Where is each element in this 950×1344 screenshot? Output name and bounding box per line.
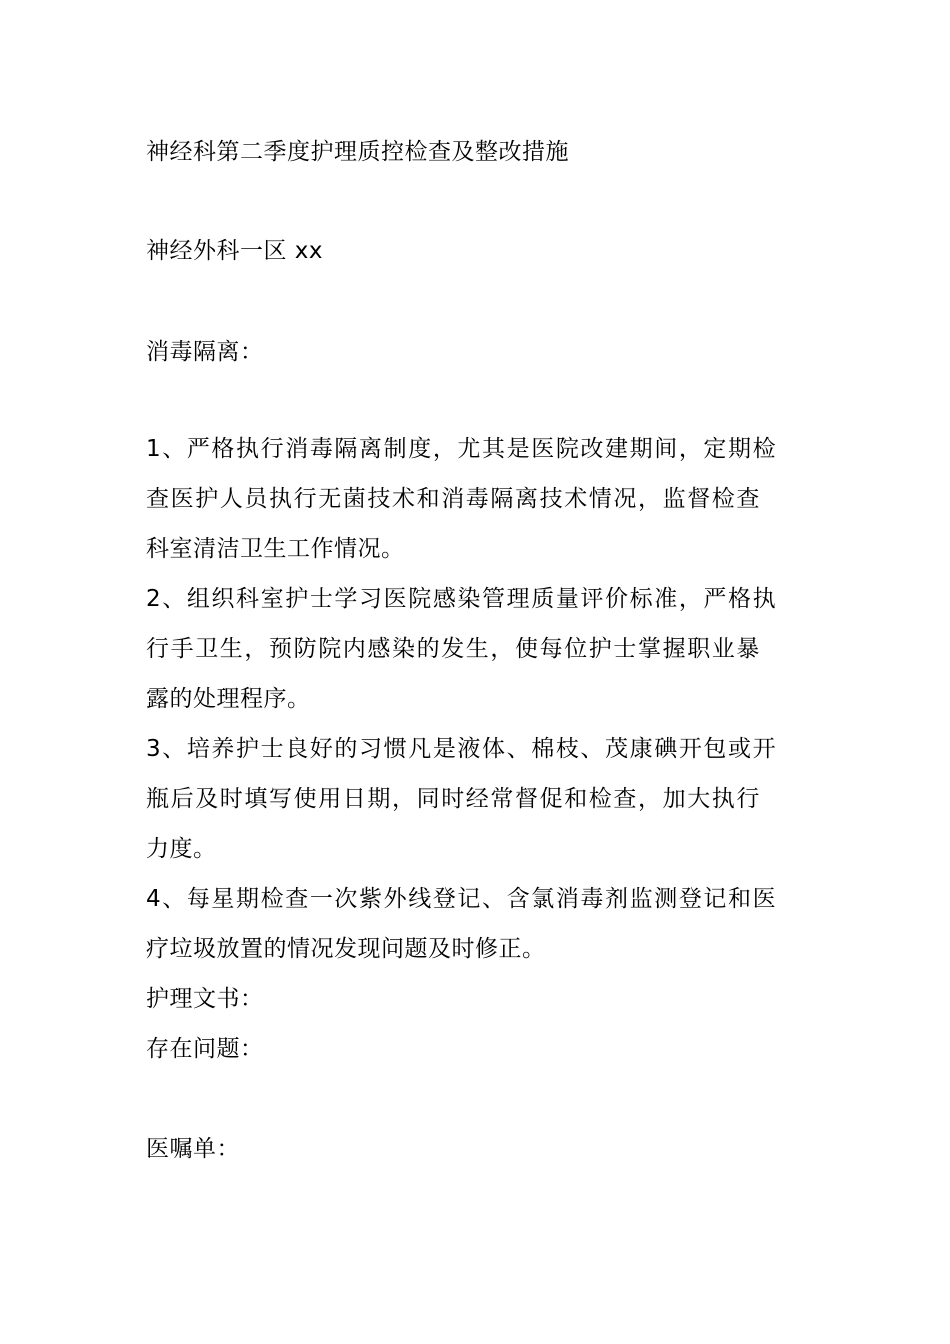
list-item-line: 1、严格执行消毒隔离制度，尤其是医院改建期间，定期检 bbox=[146, 436, 778, 462]
section-heading-orders: 医嘱单： bbox=[146, 1136, 240, 1162]
list-item-line: 行手卫生，预防院内感染的发生，使每位护士掌握职业暴 bbox=[146, 636, 761, 662]
list-item-line: 查医护人员执行无菌技术和消毒隔离技术情况，监督检查 bbox=[146, 486, 761, 512]
list-item-line: 4、每星期检查一次紫外线登记、含氯消毒剂监测登记和医 bbox=[146, 886, 778, 912]
list-item-line: 疗垃圾放置的情况发现问题及时修正。 bbox=[146, 936, 546, 962]
list-item-line: 力度。 bbox=[146, 836, 217, 862]
problems-label: 存在问题： bbox=[146, 1036, 264, 1062]
list-item-line: 3、培养护士良好的习惯凡是液体、棉枝、茂康碘开包或开 bbox=[146, 736, 778, 762]
list-item-line: 瓶后及时填写使用日期，同时经常督促和检查，加大执行 bbox=[146, 786, 761, 812]
document-title: 神经科第二季度护理质控检查及整改措施 bbox=[146, 139, 569, 165]
section-heading-nursing-docs: 护理文书： bbox=[146, 986, 264, 1012]
section-heading-disinfection: 消毒隔离： bbox=[146, 339, 264, 365]
department-line: 神经外科一区 xx bbox=[146, 238, 324, 264]
list-item-line: 科室清洁卫生工作情况。 bbox=[146, 536, 405, 562]
list-item-line: 2、组织科室护士学习医院感染管理质量评价标准，严格执 bbox=[146, 586, 778, 612]
list-item-line: 露的处理程序。 bbox=[146, 686, 311, 712]
